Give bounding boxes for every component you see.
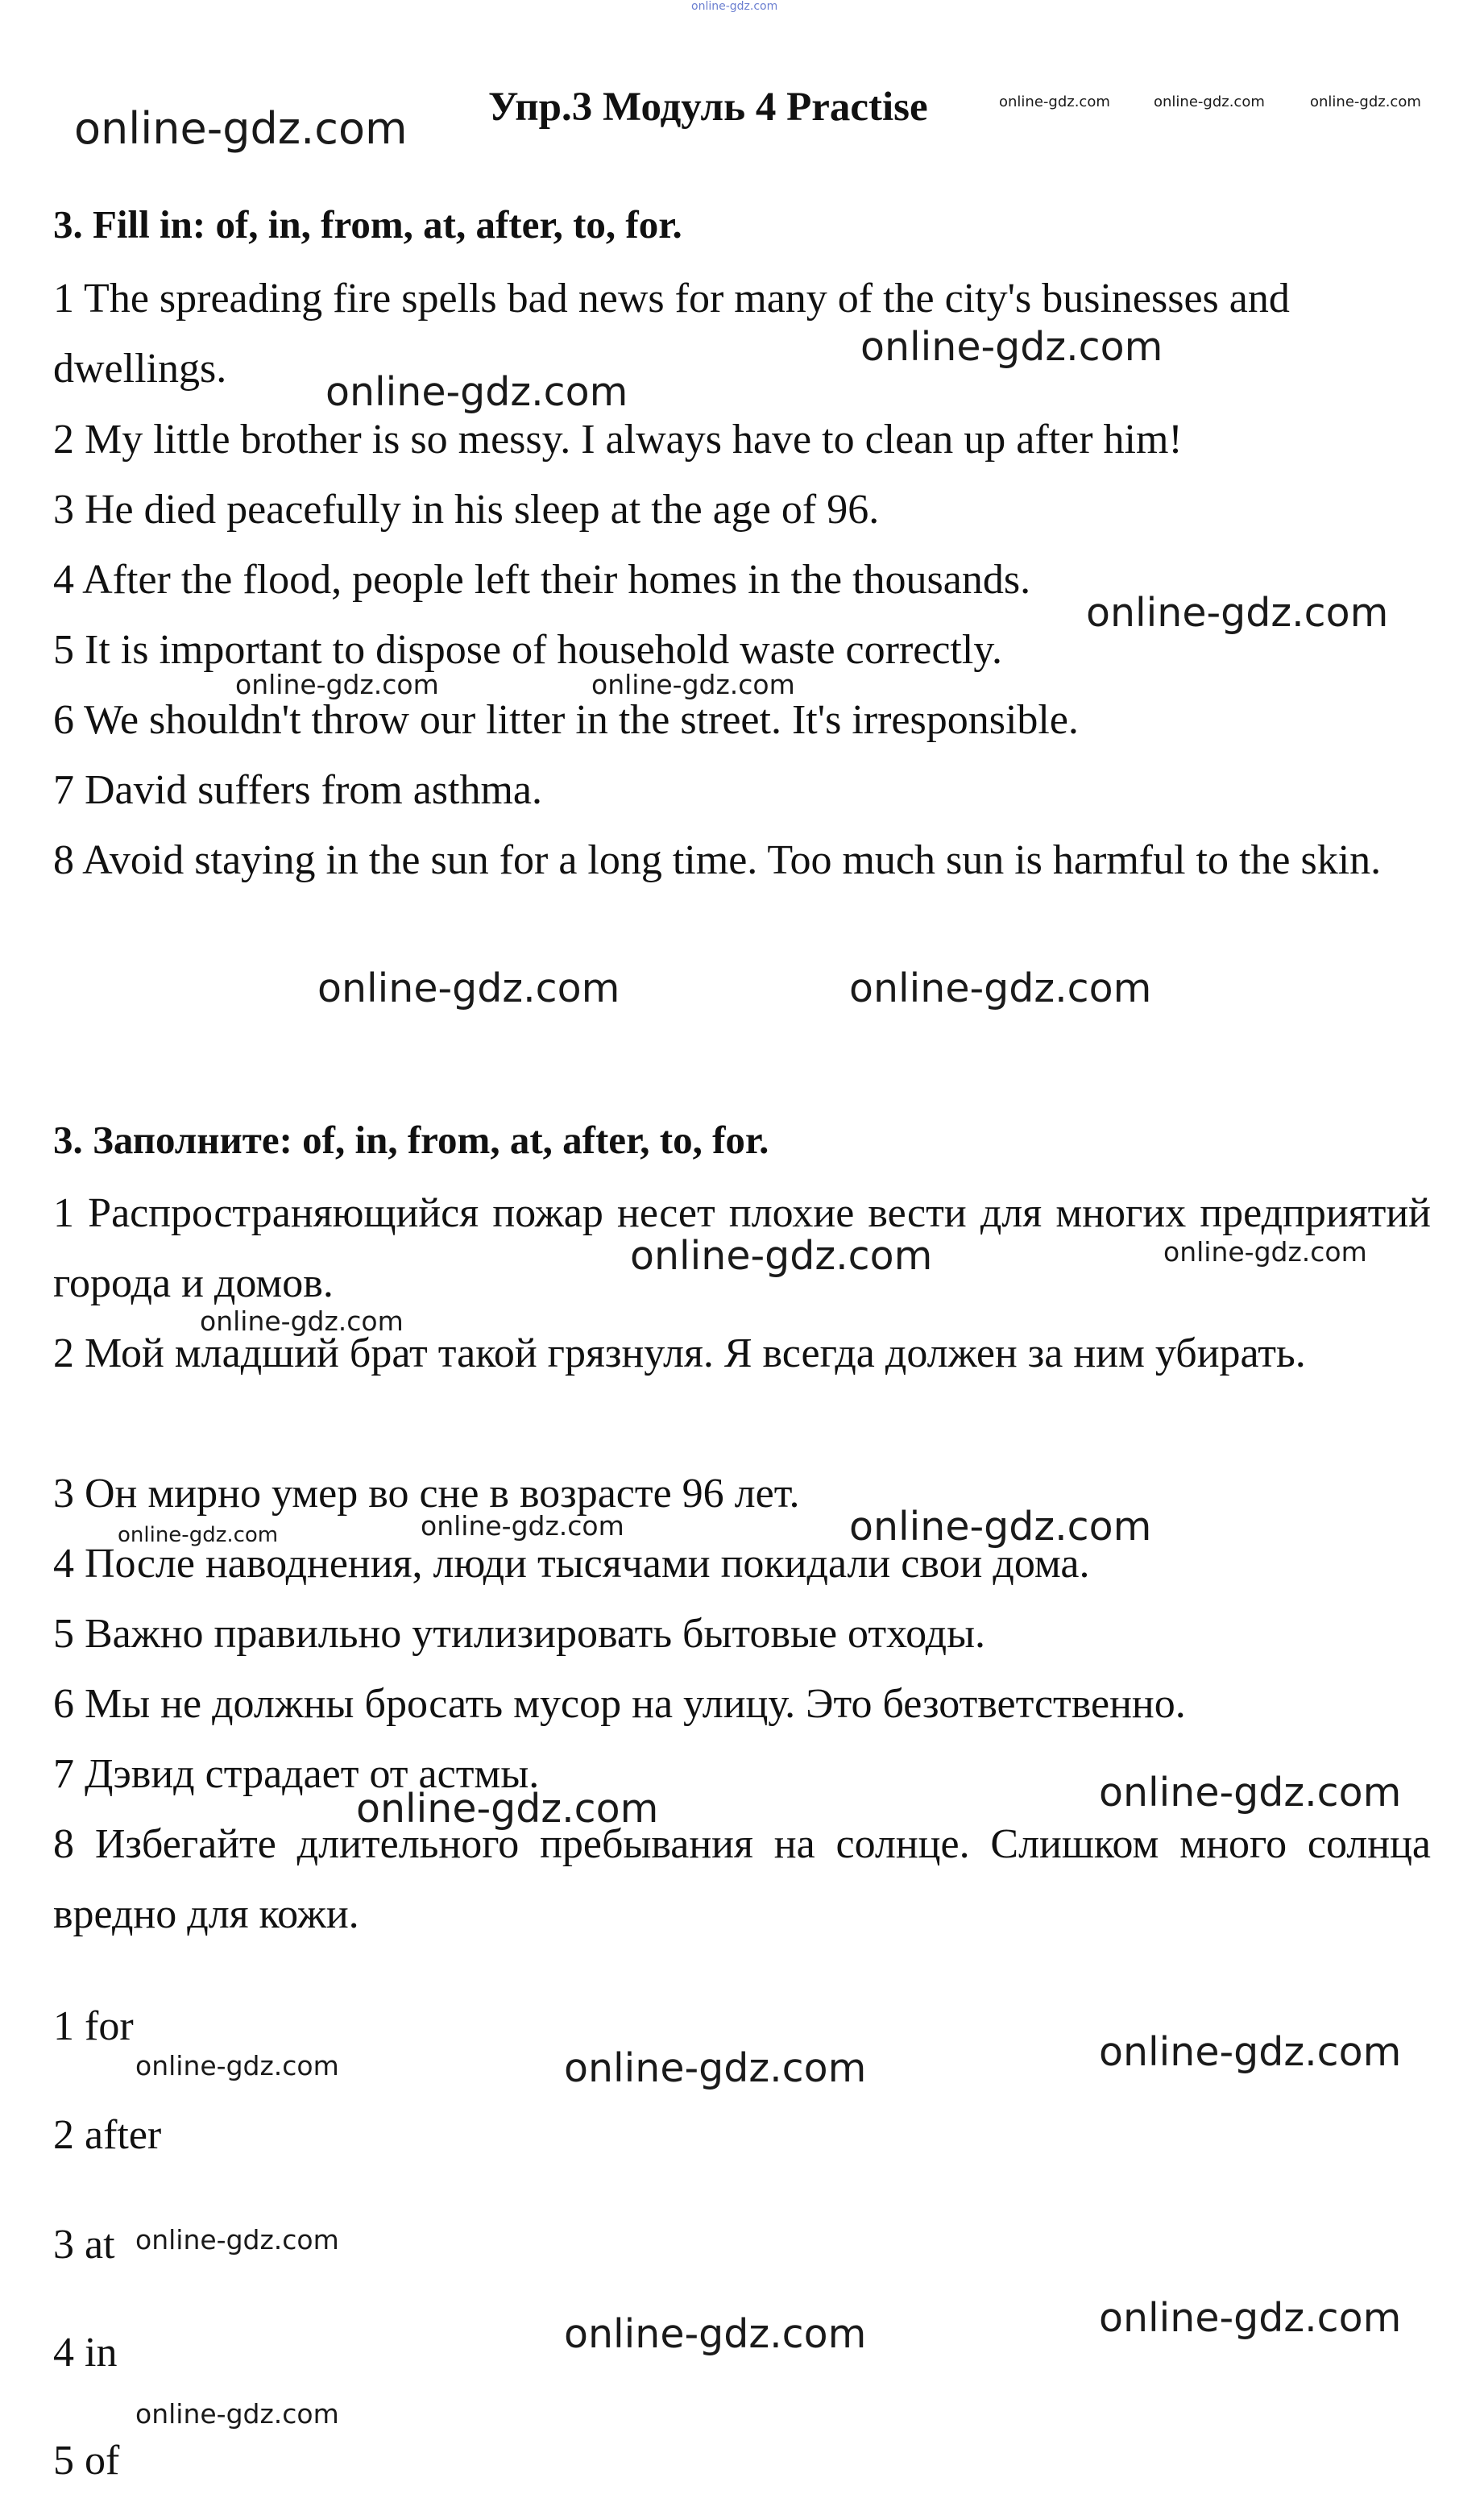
watermark: online-gdz.com: [564, 2311, 867, 2357]
sentence-3-ru: 3 Он мирно умер во сне в возрасте 96 лет.: [53, 1471, 800, 1517]
sentence-1-ru: 1 Распространяющийся пожар несет плохие вести для многих предприятий города и домов.: [53, 1190, 1431, 1306]
sentence-6-ru: 6 Мы не должны бросать мусор на улицу. Это безответственно.: [53, 1681, 1186, 1727]
watermark: online-gdz.com: [630, 1233, 933, 1279]
watermark: online-gdz.com: [1163, 1236, 1367, 1268]
watermark: online-gdz.com: [421, 1510, 624, 1542]
answer-3: 3 at: [53, 2222, 115, 2268]
sentence-1-en: 1 The spreading fire spells bad news for many of the city's businesses and dwellings.: [53, 276, 1290, 392]
sentence-2-ru: 2 Мой младший брат такой грязнуля. Я всегда должен за ним убирать.: [53, 1330, 1306, 1376]
watermark: online-gdz.com: [135, 2224, 339, 2256]
watermark: online-gdz.com: [1099, 2295, 1402, 2341]
watermark: online-gdz.com: [564, 2045, 867, 2091]
exercise-heading-ru: 3. Заполните: of, in, from, at, after, to, for.: [53, 1118, 769, 1162]
sentence-7-ru: 7 Дэвид страдает от астмы.: [53, 1751, 540, 1797]
site-logo[interactable]: online-gdz.com: [74, 103, 408, 154]
sentence-5-ru: 5 Важно правильно утилизировать бытовые отходы.: [53, 1611, 985, 1657]
watermark: online-gdz.com: [235, 669, 439, 700]
watermark: online-gdz.com: [135, 2050, 339, 2081]
exercise-heading-en: 3. Fill in: of, in, from, at, after, to, for.: [53, 202, 682, 247]
sentence-3-en: 3 He died peacefully in his sleep at the age of 96.: [53, 487, 880, 533]
sentence-4-en: 4 After the flood, people left their homes in the thousands.: [53, 557, 1031, 603]
watermark: online-gdz.com: [591, 669, 795, 700]
answer-2: 2 after: [53, 2112, 162, 2158]
sentence-6-en: 6 We shouldn't throw our litter in the street. It's irresponsible.: [53, 697, 1079, 743]
watermark: online-gdz.com: [1086, 590, 1389, 636]
answer-5: 5 of: [53, 2438, 120, 2484]
sentence-8-ru: 8 Избегайте длительного пребывания на солнце. Слишком много солнца вредно для кожи.: [53, 1821, 1431, 1937]
answer-4: 4 in: [53, 2330, 118, 2376]
watermark: online-gdz.com: [325, 369, 628, 415]
sentence-8-en: 8 Avoid staying in the sun for a long time. Too much sun is harmful to the skin.: [53, 837, 1382, 883]
sentence-7-en: 7 David suffers from asthma.: [53, 767, 543, 813]
sentence-4-ru: 4 После наводнения, люди тысячами покидали свои дома.: [53, 1541, 1090, 1587]
watermark: online-gdz.com: [317, 965, 620, 1011]
page-title: Упр.3 Модуль 4 Practise: [488, 85, 928, 130]
watermark: online-gdz.com: [860, 324, 1163, 370]
answer-1: 1 for: [53, 2003, 134, 2049]
top-watermark: online-gdz.com: [691, 0, 778, 13]
watermark: online-gdz.com: [849, 1504, 1152, 1550]
watermark: online-gdz.com: [1310, 93, 1421, 110]
watermark: online-gdz.com: [200, 1305, 404, 1337]
watermark: online-gdz.com: [356, 1786, 659, 1832]
watermark: online-gdz.com: [1099, 1770, 1402, 1816]
watermark: online-gdz.com: [135, 2398, 339, 2430]
watermark: online-gdz.com: [1099, 2029, 1402, 2075]
sentence-2-en: 2 My little brother is so messy. I always have to clean up after him!: [53, 417, 1183, 463]
watermark: online-gdz.com: [999, 93, 1110, 110]
watermark: online-gdz.com: [849, 965, 1152, 1011]
sentence-5-en: 5 It is important to dispose of household waste correctly.: [53, 627, 1002, 673]
watermark: online-gdz.com: [118, 1523, 279, 1547]
watermark: online-gdz.com: [1154, 93, 1265, 110]
